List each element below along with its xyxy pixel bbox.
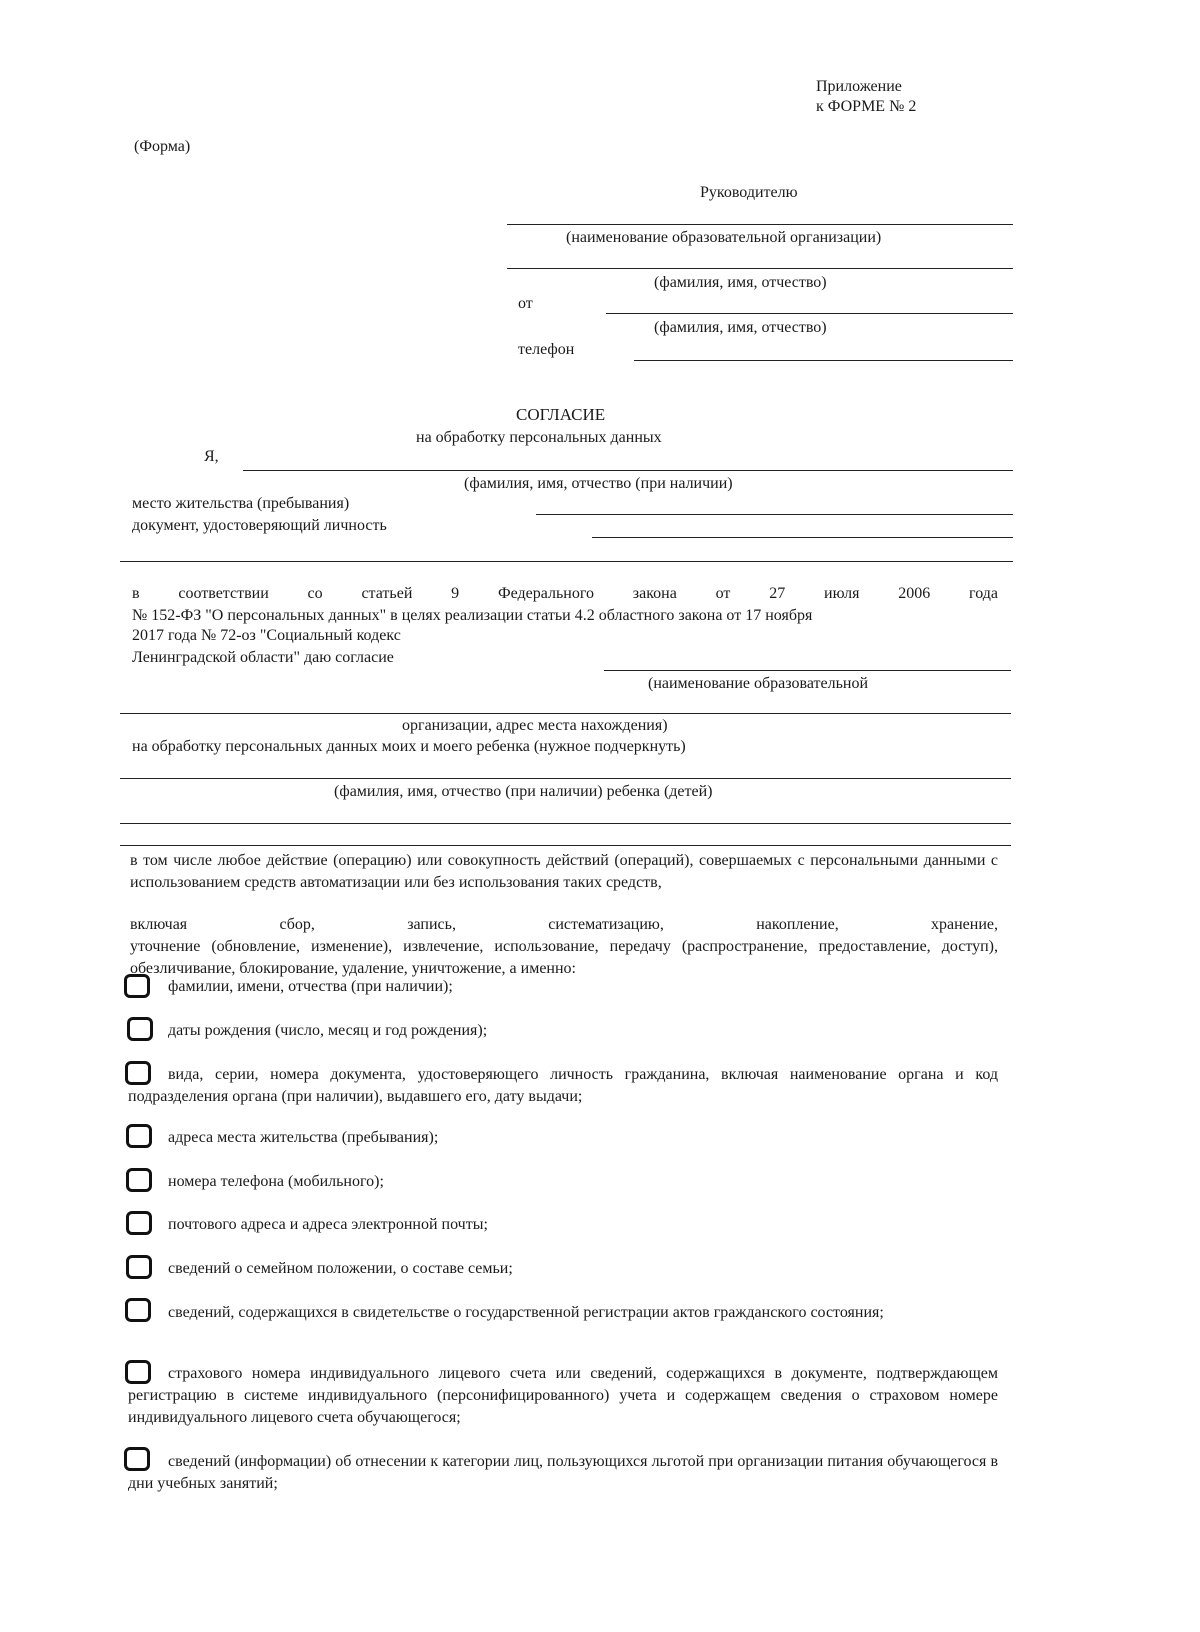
consent-line-2: № 152-ФЗ "О персональных данных" в целях реализации статьи 4.2 областного закона от 17 ноября: [132, 607, 813, 624]
document-subtitle: на обработку персональных данных: [416, 429, 662, 446]
residence-label: место жительства (пребывания): [132, 495, 350, 512]
head-fio-hint: (фамилия, имя, отчество): [654, 274, 827, 291]
applicant-fio-field[interactable]: [243, 470, 1013, 471]
applicant-fio-hint: (фамилия, имя, отчество (при наличии): [464, 475, 733, 492]
item-label-family: сведений о семейном положении, о составе семьи;: [168, 1260, 513, 1277]
form-label: (Форма): [134, 138, 191, 155]
item-label-postal-email: почтового адреса и адреса электронной почты;: [168, 1216, 488, 1233]
consent-line-3: 2017 года № 72-оз "Социальный кодекс: [132, 627, 401, 644]
org-name-hint: (наименование образовательной организации): [566, 229, 882, 246]
item-label-snils: страхового номера индивидуального лицевого счета или сведений, содержащихся в документе, подтверждающем регистрацию в системе индивидуального (персонифицированного) учета и содержащем сведения о страховом номере индивидуального лицевого счета обучающегося;: [128, 1365, 998, 1426]
actions-including-line: включая сбор, запись, систематизацию, накопление, хранение,: [130, 916, 998, 933]
to-head-label: Руководителю: [700, 184, 798, 201]
document-field-continued[interactable]: [120, 561, 1013, 562]
child-fio-field-3[interactable]: [120, 845, 1011, 846]
document-title: СОГЛАСИЕ: [516, 405, 606, 424]
item-label-meal-benefit: сведений (информации) об отнесении к категории лиц, пользующихся льготой при организации питания обучающегося в дни учебных занятий;: [128, 1453, 998, 1492]
item-checkbox-postal-email[interactable]: [126, 1211, 152, 1235]
consent-org-field-continued[interactable]: [120, 713, 1011, 714]
consent-org-field[interactable]: [604, 670, 1011, 671]
item-checkbox-phone[interactable]: [126, 1168, 152, 1192]
actions-paragraph-1: в том числе любое действие (операцию) или совокупность действий (операций), совершаемых с персональными данными с использованием средств автоматизации или без использования таких средств,: [130, 852, 998, 891]
item-label-residence: адреса места жительства (пребывания);: [168, 1129, 439, 1146]
consent-line-1: в соответствии со статьей 9 Федерального закона от 27 июля 2006 года: [132, 585, 998, 602]
from-fio-field[interactable]: [606, 313, 1013, 314]
item-checkbox-residence[interactable]: [126, 1124, 152, 1148]
item-checkbox-birthdate[interactable]: [127, 1017, 153, 1041]
child-fio-field[interactable]: [120, 778, 1011, 779]
item-label-id-document: вида, серии, номера документа, удостоверяющего личность гражданина, включая наименование органа и код подразделения органа (при наличии), выдавшего его, дату выдачи;: [128, 1066, 998, 1105]
phone-label: телефон: [518, 341, 575, 358]
actions-paragraph-2: уточнение (обновление, изменение), извлечение, использование, передачу (распространение, предоставление, доступ), обезличивание, блокирование, удаление, уничтожение, а именно:: [130, 938, 998, 977]
child-fio-hint: (фамилия, имя, отчество (при наличии) ребенка (детей): [334, 783, 713, 800]
appendix-line-2: к ФОРМЕ № 2: [816, 98, 917, 115]
i-label: Я,: [204, 448, 219, 465]
head-fio-field[interactable]: [507, 268, 1013, 269]
consent-org-hint-a: (наименование образовательной: [648, 675, 869, 692]
item-label-phone: номера телефона (мобильного);: [168, 1173, 384, 1190]
item-label-fio: фамилии, имени, отчества (при наличии);: [168, 978, 453, 995]
item-label-civil-registration: сведений, содержащихся в свидетельстве о государственной регистрации актов гражданского состояния;: [168, 1304, 884, 1321]
residence-field[interactable]: [536, 514, 1013, 515]
consent-org-hint-b: организации, адрес места нахождения): [402, 717, 668, 734]
child-fio-field-2[interactable]: [120, 823, 1011, 824]
item-checkbox-family[interactable]: [126, 1255, 152, 1279]
org-name-field[interactable]: [507, 224, 1013, 225]
from-fio-hint: (фамилия, имя, отчество): [654, 319, 827, 336]
appendix-line-1: Приложение: [816, 78, 902, 95]
item-checkbox-fio[interactable]: [124, 974, 150, 998]
document-label: документ, удостоверяющий личность: [132, 517, 387, 534]
item-label-birthdate: даты рождения (число, месяц и год рождения);: [168, 1022, 488, 1039]
consent-line-4: Ленинградской области" даю согласие: [132, 649, 394, 666]
processing-statement: на обработку персональных данных моих и моего ребенка (нужное подчеркнуть): [132, 738, 686, 755]
document-field[interactable]: [592, 537, 1013, 538]
from-label: от: [518, 295, 533, 312]
phone-field[interactable]: [634, 360, 1013, 361]
